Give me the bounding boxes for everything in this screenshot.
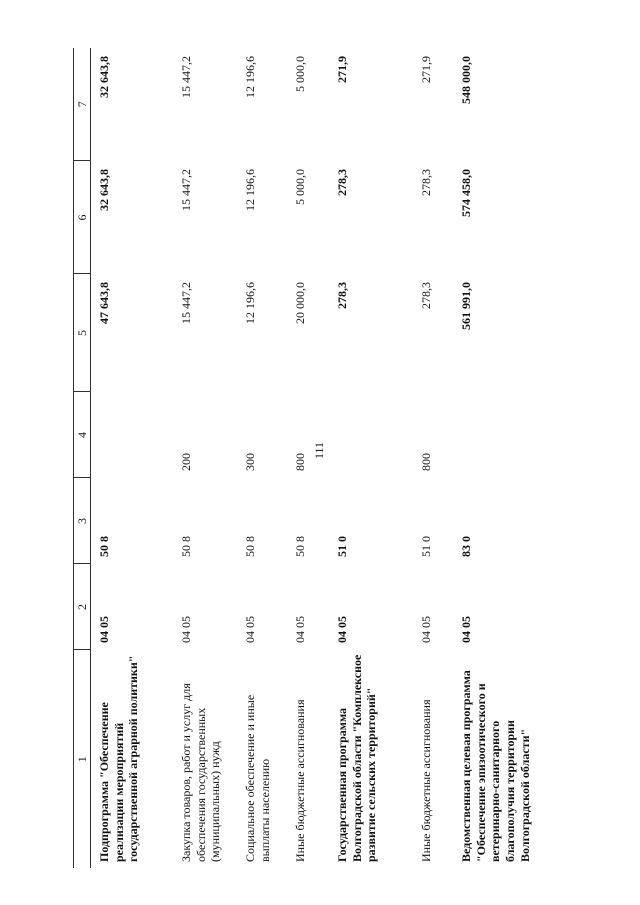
cell-section: 04 05 bbox=[459, 616, 473, 643]
table-row bbox=[329, 48, 413, 868]
cell-expense-type bbox=[329, 392, 413, 478]
cell-name: Социальное обеспечение и иные выплаты населению bbox=[243, 694, 272, 862]
cell-amount-1: 278,3 bbox=[335, 282, 349, 309]
table-row bbox=[287, 48, 329, 868]
cell-amount-1: 278,3 bbox=[419, 282, 433, 309]
cell-program: 50 8 bbox=[293, 536, 307, 557]
header-row bbox=[74, 48, 91, 868]
cell-amount-2: 574 458,0 bbox=[459, 169, 473, 217]
column-header-3: 3 bbox=[74, 478, 91, 564]
column-header-6: 6 bbox=[74, 161, 91, 274]
page-number: 111 bbox=[312, 441, 327, 459]
cell-name: Ведомственная целевая программа "Обеспечение эпизоотического и ветеринарно-санитарного благополучия территории Волгоградской области" bbox=[459, 670, 532, 862]
cell-expense-type bbox=[453, 392, 549, 478]
cell-amount-3: 32 643,8 bbox=[97, 56, 111, 98]
cell-expense-type: 800 bbox=[293, 453, 307, 471]
cell-amount-3: 271,9 bbox=[335, 56, 349, 83]
cell-amount-3: 15 447,2 bbox=[179, 56, 193, 98]
table-row bbox=[453, 48, 549, 868]
cell-program: 50 8 bbox=[243, 536, 257, 557]
cell-expense-type bbox=[91, 392, 174, 478]
cell-program: 51 0 bbox=[419, 536, 433, 557]
column-header-7: 7 bbox=[74, 48, 91, 161]
cell-amount-2: 32 643,8 bbox=[97, 169, 111, 211]
cell-expense-type: 300 bbox=[243, 453, 257, 471]
column-header-1: 1 bbox=[74, 650, 91, 868]
cell-program: 50 8 bbox=[97, 536, 111, 557]
cell-amount-1: 12 196,6 bbox=[243, 282, 257, 324]
cell-name: Иные бюджетные ассигнования bbox=[293, 699, 307, 862]
cell-amount-1: 20 000,0 bbox=[293, 282, 307, 324]
budget-table-rotated bbox=[73, 48, 548, 868]
cell-expense-type: 800 bbox=[419, 453, 433, 471]
cell-amount-3: 271,9 bbox=[419, 56, 433, 83]
cell-amount-2: 278,3 bbox=[419, 169, 433, 196]
cell-amount-3: 5 000,0 bbox=[293, 56, 307, 92]
table-row bbox=[237, 48, 287, 868]
cell-amount-2: 5 000,0 bbox=[293, 169, 307, 205]
cell-section: 04 05 bbox=[97, 616, 111, 643]
column-header-5: 5 bbox=[74, 274, 91, 392]
cell-amount-2: 278,3 bbox=[335, 169, 349, 196]
cell-amount-3: 548 000,0 bbox=[459, 56, 473, 104]
column-header-2: 2 bbox=[74, 564, 91, 650]
cell-name: Государственная программа Волгоградской области "Комплексное развитие сельских территорий" bbox=[335, 654, 379, 862]
cell-program: 50 8 bbox=[179, 536, 193, 557]
cell-amount-1: 15 447,2 bbox=[179, 282, 193, 324]
cell-name: Иные бюджетные ассигнования bbox=[419, 699, 433, 862]
cell-amount-2: 12 196,6 bbox=[243, 169, 257, 211]
table-row bbox=[173, 48, 237, 868]
cell-expense-type: 200 bbox=[179, 453, 193, 471]
cell-section: 04 05 bbox=[179, 616, 193, 643]
cell-amount-2: 15 447,2 bbox=[179, 169, 193, 211]
cell-amount-3: 12 196,6 bbox=[243, 56, 257, 98]
table-row bbox=[91, 48, 174, 868]
cell-section: 04 05 bbox=[293, 616, 307, 643]
cell-amount-1: 561 991,0 bbox=[459, 282, 473, 330]
cell-amount-1: 47 643,8 bbox=[97, 282, 111, 324]
cell-program: 51 0 bbox=[335, 536, 349, 557]
budget-table bbox=[73, 48, 549, 868]
cell-section: 04 05 bbox=[419, 616, 433, 643]
cell-program: 83 0 bbox=[459, 536, 473, 557]
cell-name: Подпрограмма "Обеспечение реализации мероприятий государственной аграрной политики" bbox=[97, 655, 141, 862]
cell-name: Закупка товаров, работ и услуг для обеспечения государственных (муниципальных) нужд bbox=[179, 683, 223, 862]
cell-section: 04 05 bbox=[243, 616, 257, 643]
column-header-4: 4 bbox=[74, 392, 91, 478]
cell-section: 04 05 bbox=[335, 616, 349, 643]
table-row bbox=[413, 48, 453, 868]
